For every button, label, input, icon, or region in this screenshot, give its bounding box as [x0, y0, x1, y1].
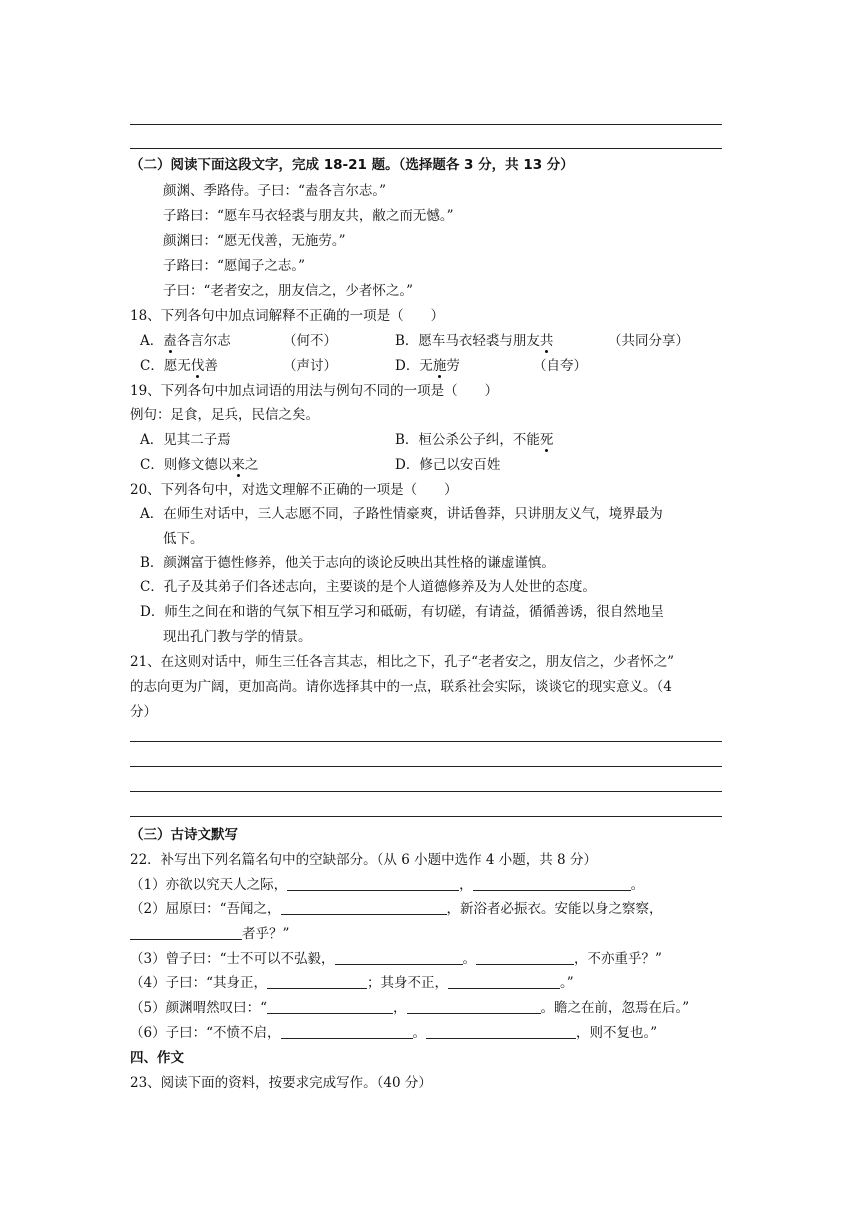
q20-option-c: C．孔子及其弟子们各述志向，主要谈的是个人道德修养及为人处世的态度。	[140, 579, 596, 595]
q18-option-a: A．盍各言尔志	[140, 333, 231, 349]
fill-blank[interactable]	[448, 975, 560, 989]
answer-line	[130, 148, 722, 149]
q18-option-b: B．愿车马衣轻裘与朋友共	[395, 333, 554, 349]
dotted-char: 死	[539, 432, 554, 448]
dotted-char: 伐	[190, 358, 205, 374]
section4-heading: 四、作文	[130, 1050, 184, 1066]
passage-line: 颜渊曰：“愿无伐善，无施劳。”	[163, 233, 346, 249]
q21-line: 分）	[130, 704, 157, 720]
q18-option-c: C．愿无伐善	[140, 358, 218, 374]
q22-item-2-cont: 者乎？”	[130, 926, 289, 942]
q21-line: 的志向更为广阔，更加高尚。请你选择其中的一点，联系社会实际，谈谈它的现实意义。（4	[130, 679, 672, 695]
q21-line: 21、在这则对话中，师生三任各言其志，相比之下，孔子“老者安之，朋友信之，少者怀之”	[130, 654, 674, 670]
passage-line: 子路曰：“愿车马衣轻裘与朋友共，敝之而无憾。”	[163, 208, 454, 224]
q18-option-c-gloss: （声讨）	[283, 358, 337, 374]
q22-item-1: （1）亦欲以究天人之际， ， 。	[130, 877, 645, 893]
q19-example: 例句：足食，足兵，民信之矣。	[130, 407, 319, 423]
answer-line	[130, 791, 722, 792]
q22-item-2: （2）屈原曰：“吾闻之， ，新浴者必振衣。安能以身之察察，	[130, 901, 663, 917]
fill-blank[interactable]	[267, 975, 367, 989]
answer-line	[130, 124, 722, 125]
fill-blank[interactable]	[130, 926, 242, 940]
q20-stem: 20、下列各句中，对选文理解不正确的一项是（ ）	[130, 482, 458, 498]
q23-stem: 23、阅读下面的资料，按要求完成写作。（40 分）	[130, 1075, 432, 1091]
fill-blank[interactable]	[281, 901, 447, 915]
dotted-char: 共	[539, 333, 554, 349]
dotted-char: 施	[432, 358, 447, 374]
q22-stem: 22．补写出下列名篇名句中的空缺部分。（从 6 小题中选作 4 小题，共 8 分）	[130, 852, 597, 868]
q18-option-a-gloss: （何不）	[283, 333, 337, 349]
fill-blank[interactable]	[267, 1000, 393, 1014]
q20-option-a: A．在师生对话中，三人志愿不同，子路性情豪爽，讲话鲁莽，只讲朋友义气，境界最为	[140, 506, 663, 522]
q20-option-d: D．师生之间在和谐的气氛下相互学习和砥砺，有切磋，有请益，循循善诱，很自然地呈	[140, 604, 664, 620]
q19-option-b: B．桓公杀公子纠，不能死	[395, 432, 554, 448]
q22-item-4: （4）子曰：“其身正， ；其身不正， 。”	[130, 975, 574, 991]
fill-blank[interactable]	[281, 1025, 413, 1039]
passage-line: 颜渊、季路侍。子曰：“盍各言尔志。”	[163, 183, 387, 199]
section3-heading: （三）古诗文默写	[130, 827, 238, 843]
q22-item-6: （6）子曰：“不愤不启， 。 ，则不复也。”	[130, 1025, 658, 1041]
q20-option-d-cont: 现出孔门教与学的情景。	[163, 629, 312, 645]
q20-option-a-cont: 低下。	[163, 531, 204, 547]
answer-line	[130, 766, 722, 767]
fill-blank[interactable]	[426, 1025, 576, 1039]
q22-item-3: （3）曾子曰：“士不可以不弘毅， 。 ，不亦重乎？”	[130, 951, 662, 967]
section2-heading: （二）阅读下面这段文字，完成 18-21 题。（选择题各 3 分，共 13 分）	[130, 157, 574, 173]
answer-line	[130, 741, 722, 742]
fill-blank[interactable]	[287, 877, 459, 891]
q19-option-a: A．见其二子焉	[140, 432, 231, 448]
dotted-char: 来	[231, 457, 245, 473]
q19-option-d: D．修己以安百姓	[395, 457, 501, 473]
fill-blank[interactable]	[407, 1000, 541, 1014]
fill-blank[interactable]	[473, 877, 631, 891]
passage-line: 子曰：“老者安之，朋友信之，少者怀之。”	[163, 283, 414, 299]
dotted-char: 盍	[163, 333, 177, 349]
q22-item-5: （5）颜渊喟然叹曰：“ ， 。瞻之在前，忽焉在后。”	[130, 1000, 690, 1016]
q18-option-b-gloss: （共同分享）	[608, 333, 689, 349]
q18-option-d-gloss: （自夸）	[533, 358, 587, 374]
fill-blank[interactable]	[335, 951, 463, 965]
answer-line	[130, 816, 722, 817]
fill-blank[interactable]	[476, 951, 574, 965]
q20-option-b: B．颜渊富于德性修养，他关于志向的谈论反映出其性格的谦虚谨慎。	[140, 555, 555, 571]
q18-option-d: D．无施劳	[395, 358, 460, 374]
q19-option-c: C．则修文德以来之	[140, 457, 259, 473]
passage-line: 子路曰：“愿闻子之志。”	[163, 258, 306, 274]
q18-stem: 18、下列各句中加点词解释不正确的一项是（ ）	[130, 308, 445, 324]
q19-stem: 19、下列各句中加点词语的用法与例句不同的一项是（ ）	[130, 383, 499, 399]
